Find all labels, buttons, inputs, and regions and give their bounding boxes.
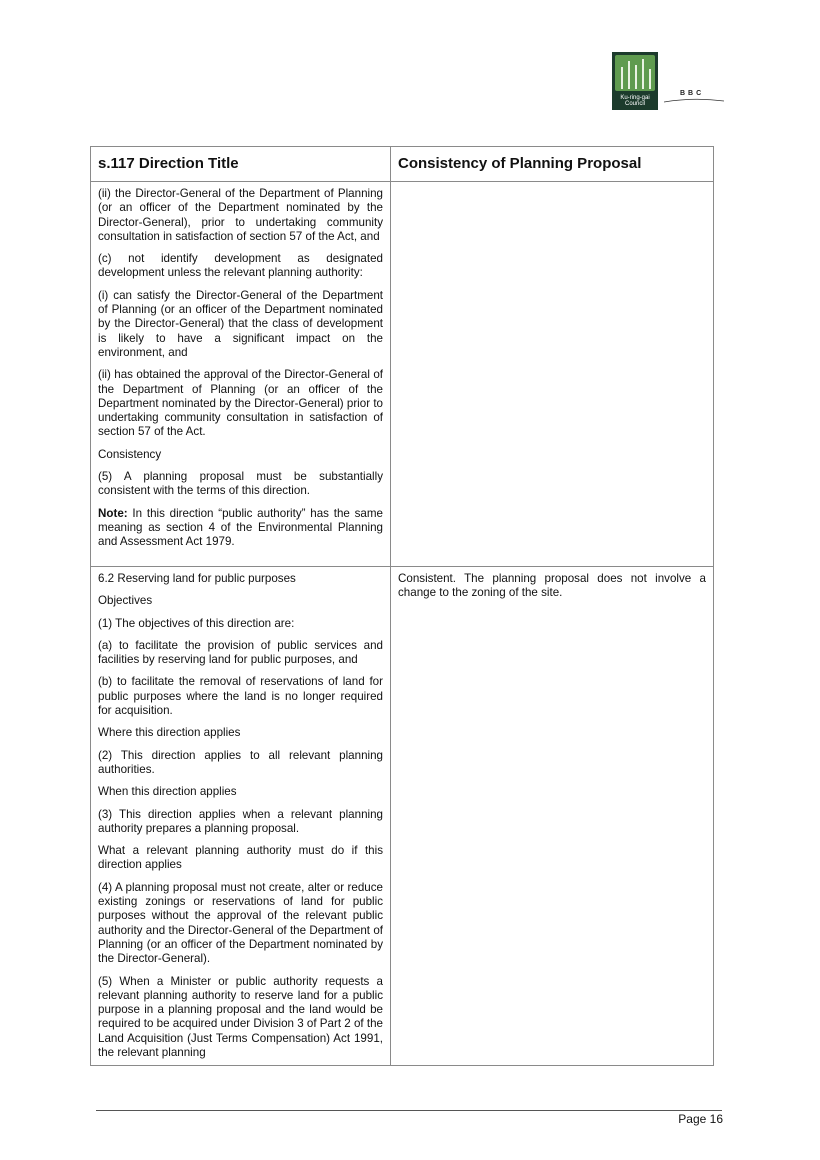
table-row xyxy=(91,567,714,1066)
ku-ring-gai-council-logo xyxy=(612,52,658,110)
header-direction-title: s.117 Direction Title xyxy=(91,147,391,182)
paragraph: (ii) the Director-General of the Department of Planning (or an officer of the Department nominated by the Director-General), prior to undertaking community consultation in satisfaction of section 57 of the Act, and xyxy=(98,187,383,243)
paragraph: (2) This direction applies to all relevant planning authorities. xyxy=(98,748,383,776)
header-logos xyxy=(612,52,724,112)
paragraph: (1) The objectives of this direction are: xyxy=(98,616,295,630)
paragraph: (c) not identify development as designated development unless the relevant planning authority: xyxy=(98,252,383,280)
footer-divider xyxy=(96,1110,722,1111)
bbc-consultant-logo xyxy=(664,90,724,110)
direction-text-cell xyxy=(91,567,391,1066)
page-number: Page 16 xyxy=(678,1112,723,1126)
subheading: Where this direction applies xyxy=(98,726,241,740)
paragraph: (i) can satisfy the Director-General of the Department of Planning (or an officer of the Department nominated by the Director-General) that the class of development is likely to have a significant impact on the environment, and xyxy=(98,288,383,359)
subheading: Objectives xyxy=(98,594,153,608)
header-consistency: Consistency of Planning Proposal xyxy=(391,147,714,182)
note-label: Note: xyxy=(98,506,128,520)
swoosh-icon xyxy=(664,98,724,104)
paragraph: (5) A planning proposal must be substantially consistent with the terms of this direction. xyxy=(98,470,383,498)
s117-directions-table xyxy=(90,146,714,1066)
paragraph: (b) to facilitate the removal of reservations of land for public purposes where the land is no longer required for acquisition. xyxy=(98,675,383,718)
council-name-line1: Ku-ring-gai xyxy=(620,95,650,101)
paragraph: (ii) has obtained the approval of the Director-General of the Department of Planning (or an officer of the Department nominated by the Director-General) prior to undertaking community consultation in satisfaction of section 57 of the Act. xyxy=(98,368,383,439)
bbc-wordmark: BBC xyxy=(680,90,705,97)
consistency-cell xyxy=(391,567,714,1066)
subheading: When this direction applies xyxy=(98,785,237,799)
paragraph: (a) to facilitate the provision of public services and facilities by reserving land for public purposes, and xyxy=(98,638,383,667)
subheading: What a relevant planning authority must do if this direction applies xyxy=(98,844,383,872)
note-paragraph xyxy=(98,507,383,550)
paragraph: (3) This direction applies when a relevant planning authority prepares a planning proposal. xyxy=(98,807,383,835)
tree-icon xyxy=(615,55,655,91)
paragraph: (5) When a Minister or public authority requests a relevant planning authority to reserve land for a public purpose in a planning proposal and the land would be required to be acquired under Division 3 of Part 2 of the Land Acquisition (Just Terms Compensation) Act 1991, the relevant planning xyxy=(98,974,383,1060)
consistency-cell xyxy=(391,182,714,567)
paragraph: (4) A planning proposal must not create, alter or reduce existing zonings or reservations of land for public purposes without the approval of the relevant public authority and the Director-General of the Department of Planning (or an officer of the Department nominated by the Director-General). xyxy=(98,880,383,966)
consistency-statement: Consistent. The planning proposal does not involve a change to the zoning of the site. xyxy=(398,572,706,600)
direction-title: 6.2 Reserving land for public purposes xyxy=(98,572,296,585)
table-row xyxy=(91,182,714,567)
subheading: Consistency xyxy=(98,447,162,461)
direction-text-cell xyxy=(91,182,391,567)
table-header-row xyxy=(91,147,714,182)
note-text: In this direction “public authority” has the same meaning as section 4 of the Environmental Planning and Assessment Act 1979. xyxy=(98,506,383,549)
council-name-line2: Council xyxy=(624,101,645,107)
